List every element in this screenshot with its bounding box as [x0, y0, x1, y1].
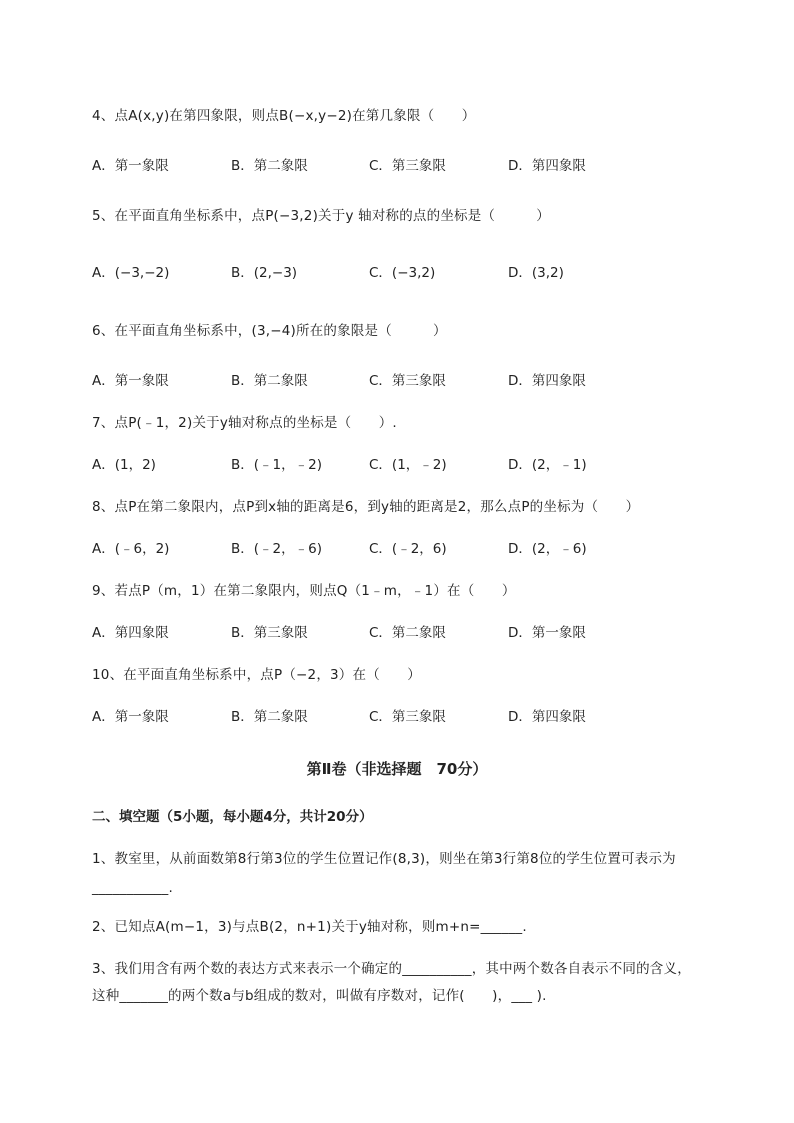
question-5-stem: 5、在平面直角坐标系中，点P(−3,2)关于y 轴对称的点的坐标是（ ）: [92, 208, 550, 224]
question-7-stem: 7、点P(﹣1，2)关于y轴对称点的坐标是（ ）.: [92, 415, 397, 431]
fill-question-3-line-1: 3、我们用含有两个数的表达方式来表示一个确定的__________，其中两个数各自表示不同的含义，: [92, 961, 691, 977]
fill-question-3-line-2: 这种_______的两个数a与b组成的数对，叫做有序数对，记作( )，___ ).: [92, 988, 547, 1004]
option-a: A．(﹣6，2): [92, 541, 170, 557]
option-b: B．(2,−3): [231, 265, 298, 281]
option-c: C．(﹣2，6): [369, 541, 447, 557]
option-c: C．第三象限: [369, 709, 446, 725]
option-d: D．(2，﹣6): [508, 541, 587, 557]
option-a: A．第四象限: [92, 625, 169, 641]
option-d: D．第四象限: [508, 373, 586, 389]
option-a: A．第一象限: [92, 709, 169, 725]
option-b: B．(﹣2，﹣6): [231, 541, 322, 557]
option-a: A．(1，2): [92, 457, 156, 473]
question-9-options: [92, 624, 712, 642]
question-6-stem: 6、在平面直角坐标系中，(3,−4)所在的象限是（ ）: [92, 323, 447, 339]
question-6-options: [92, 372, 712, 390]
option-d: D．第一象限: [508, 625, 586, 641]
option-d: D．第四象限: [508, 709, 586, 725]
question-10-stem: 10、在平面直角坐标系中，点P（−2，3）在（ ）: [92, 667, 422, 683]
question-8-options: [92, 540, 712, 558]
option-d: D．(3,2): [508, 265, 564, 281]
option-b: B．第二象限: [231, 158, 308, 174]
question-5-options: [92, 264, 712, 282]
fill-question-1-line-2: ___________.: [92, 880, 173, 896]
part-2-heading: 第Ⅱ卷（非选择题 70分）: [306, 760, 488, 778]
option-d: D．(2，﹣1): [508, 457, 587, 473]
option-a: A．(−3,−2): [92, 265, 170, 281]
option-c: C．(1，﹣2): [369, 457, 447, 473]
option-c: C．第二象限: [369, 625, 446, 641]
fill-question-1-line-1: 1、教室里，从前面数第8行第3位的学生位置记作(8,3)，则坐在第3行第8位的学生位置可表示为: [92, 851, 676, 867]
question-9-stem: 9、若点P（m，1）在第二象限内，则点Q（1﹣m，﹣1）在（ ）: [92, 583, 516, 599]
option-b: B．第二象限: [231, 709, 308, 725]
option-b: B．第二象限: [231, 373, 308, 389]
fill-question-2: 2、已知点A(m−1，3)与点B(2，n+1)关于y轴对称，则m+n=______.: [92, 919, 527, 935]
option-c: C．第三象限: [369, 158, 446, 174]
option-d: D．第四象限: [508, 158, 586, 174]
question-8-stem: 8、点P在第二象限内，点P到x轴的距离是6，到y轴的距离是2，那么点P的坐标为（ ）: [92, 499, 640, 515]
option-c: C．(−3,2): [369, 265, 436, 281]
option-a: A．第一象限: [92, 158, 169, 174]
option-c: C．第三象限: [369, 373, 446, 389]
question-4-options: [92, 157, 712, 175]
question-4-stem: 4、点A(x,y)在第四象限，则点B(−x,y−2)在第几象限（ ）: [92, 108, 476, 124]
option-b: B．第三象限: [231, 625, 308, 641]
fill-section-title: 二、填空题（5小题，每小题4分，共计20分）: [92, 809, 373, 825]
option-b: B．(﹣1，﹣2): [231, 457, 322, 473]
question-7-options: [92, 456, 712, 474]
option-a: A．第一象限: [92, 373, 169, 389]
question-10-options: [92, 708, 712, 726]
